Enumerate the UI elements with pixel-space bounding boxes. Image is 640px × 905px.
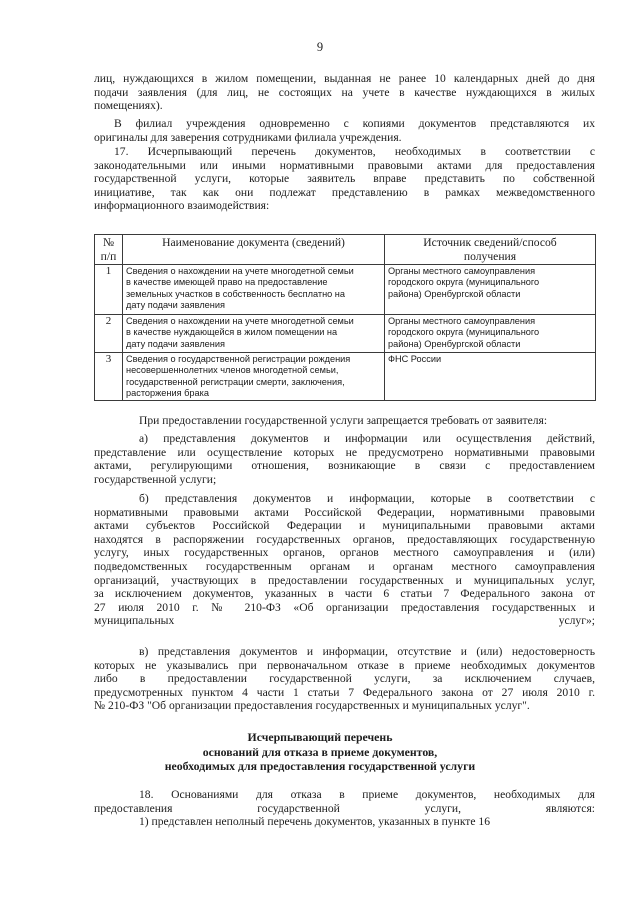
table-row — [95, 265, 596, 315]
text-line: б) представления документов и информации, которые в соответствии с — [139, 492, 595, 505]
paragraph-item-18 — [94, 788, 595, 829]
text-line: 18. Основаниями для отказа в приеме документов, необходимых для — [139, 788, 595, 801]
text-line: информационного взаимодействия: — [94, 199, 270, 213]
text-line: государственной услуги, которые заявитель вправе представить по собственной — [94, 172, 595, 186]
text-line: находятся в распоряжении государственных органов, предоставляющих государственную — [94, 532, 595, 546]
text-line: В филиал учреждения одновременно с копиями документов представляются их — [114, 117, 595, 130]
text-line: организаций, участвующих в предоставлении государственных и муниципальных услуг, — [94, 573, 595, 587]
text-line: муниципальных услуг»; — [94, 614, 595, 628]
text-line: представление или осуществление которых не предусмотрено нормативными правовыми — [94, 445, 595, 459]
paragraph-prohibitions — [94, 414, 595, 428]
text-line: а) представления документов и информации или осуществления действий, — [139, 432, 595, 445]
row-source: ФНС России — [385, 353, 596, 401]
row-source: Органы местного самоуправления городского округа (муниципального района) Оренбургской области — [385, 265, 596, 315]
column-header-number: № п/п — [95, 235, 123, 265]
text-line: актами субъектов Российской Федерации и муниципальными правовыми актами — [94, 519, 595, 533]
text-line: 1) представлен неполный перечень документов, указанных в пункте 16 — [139, 815, 491, 829]
heading-line: необходимых для предоставления государственной услуги — [164, 759, 476, 773]
paragraph-branch — [94, 117, 595, 144]
text-line: 17. Исчерпывающий перечень документов, необходимых в соответствии с — [114, 145, 595, 158]
table-header-row — [95, 235, 596, 265]
text-line: нормативными правовыми актами Российской Федерации, нормативными правовыми — [94, 505, 595, 519]
text-line: подведомственных государственным органам и органам местного самоуправления — [94, 559, 595, 573]
text-line: законодательными или иными нормативными правовыми актами для предоставления — [94, 158, 595, 172]
text-line: актами, регулирующими отношения, возникающие в связи с предоставлением — [94, 459, 595, 473]
text-line: 27 июля 2010 г. № 210-ФЗ «Об организации предоставления государственных и — [94, 600, 595, 614]
text-line: При предоставлении государственной услуги запрещается требовать от заявителя: — [139, 414, 548, 427]
page-number: 9 — [316, 40, 324, 54]
text-line: помещениях). — [94, 99, 163, 113]
row-source: Органы местного самоуправления городского округа (муниципального района) Оренбургской области — [385, 315, 596, 353]
text-line: предусмотренных пунктом 4 части 1 статьи 7 Федерального закона от 27 июля 2010 г. — [94, 685, 595, 699]
column-header-source: Источник сведений/способ получения — [385, 235, 596, 265]
text-line: которых не указывались при первоначальном отказе в приеме необходимых документов — [94, 658, 595, 672]
heading-line: Исчерпывающий перечень — [247, 730, 393, 744]
table-row — [95, 353, 596, 401]
text-line: инициативе, так как они подлежат представлению в рамках межведомственного — [94, 185, 595, 199]
text-line: № 210-ФЗ "Об организации предоставления государственных и муниципальных услуг". — [94, 699, 530, 713]
row-document: Сведения о государственной регистрации рождения несовершеннолетних членов многодетной семьи, государственной регистрации смерти, заключения, расторжения брака — [123, 353, 385, 401]
text-line: предоставления государственной услуги, являются: — [94, 801, 595, 815]
paragraph-item-a — [94, 432, 595, 486]
row-number: 3 — [95, 353, 123, 401]
row-number: 2 — [95, 315, 123, 353]
paragraph-item-v — [94, 645, 595, 713]
row-document: Сведения о нахождении на учете многодетной семьи в качестве нуждающейся в жилом помещении на дату подачи заявления — [123, 315, 385, 353]
text-line: услугу, иных государственных органов, органов местного самоуправления и (или) — [94, 546, 595, 560]
paragraph-continuation — [94, 72, 595, 113]
text-line: государственной услуги; — [94, 472, 217, 486]
documents-table — [94, 234, 596, 401]
column-header-document: Наименование документа (сведений) — [123, 235, 385, 265]
paragraph-item-17 — [94, 145, 595, 213]
text-line: лиц, нуждающихся в жилом помещении, выданная не ранее 10 календарных дней до дня — [94, 72, 595, 85]
text-line: подачи заявления (для лиц, не состоящих на учете в качестве нуждающихся в жилых — [94, 85, 595, 99]
text-line: в) представления документов и информации, отсутствие и (или) недостоверность — [139, 645, 595, 658]
text-line: оригиналы для заверения сотрудниками филиала учреждения. — [94, 130, 402, 144]
row-number: 1 — [95, 265, 123, 315]
row-document: Сведения о нахождении на учете многодетной семьи в качестве имеющей право на предоставление земельных участков в собственность бесплатно на дату подачи заявления — [123, 265, 385, 315]
heading-line: оснований для отказа в приеме документов, — [202, 744, 438, 759]
text-line: либо в предоставлении государственной услуги, за исключением случаев, — [94, 672, 595, 686]
table-row — [95, 315, 596, 353]
text-line: за исключением документов, указанных в части 6 статьи 7 Федерального закона от — [94, 587, 595, 601]
section-heading — [0, 730, 640, 774]
paragraph-item-b — [94, 492, 595, 628]
